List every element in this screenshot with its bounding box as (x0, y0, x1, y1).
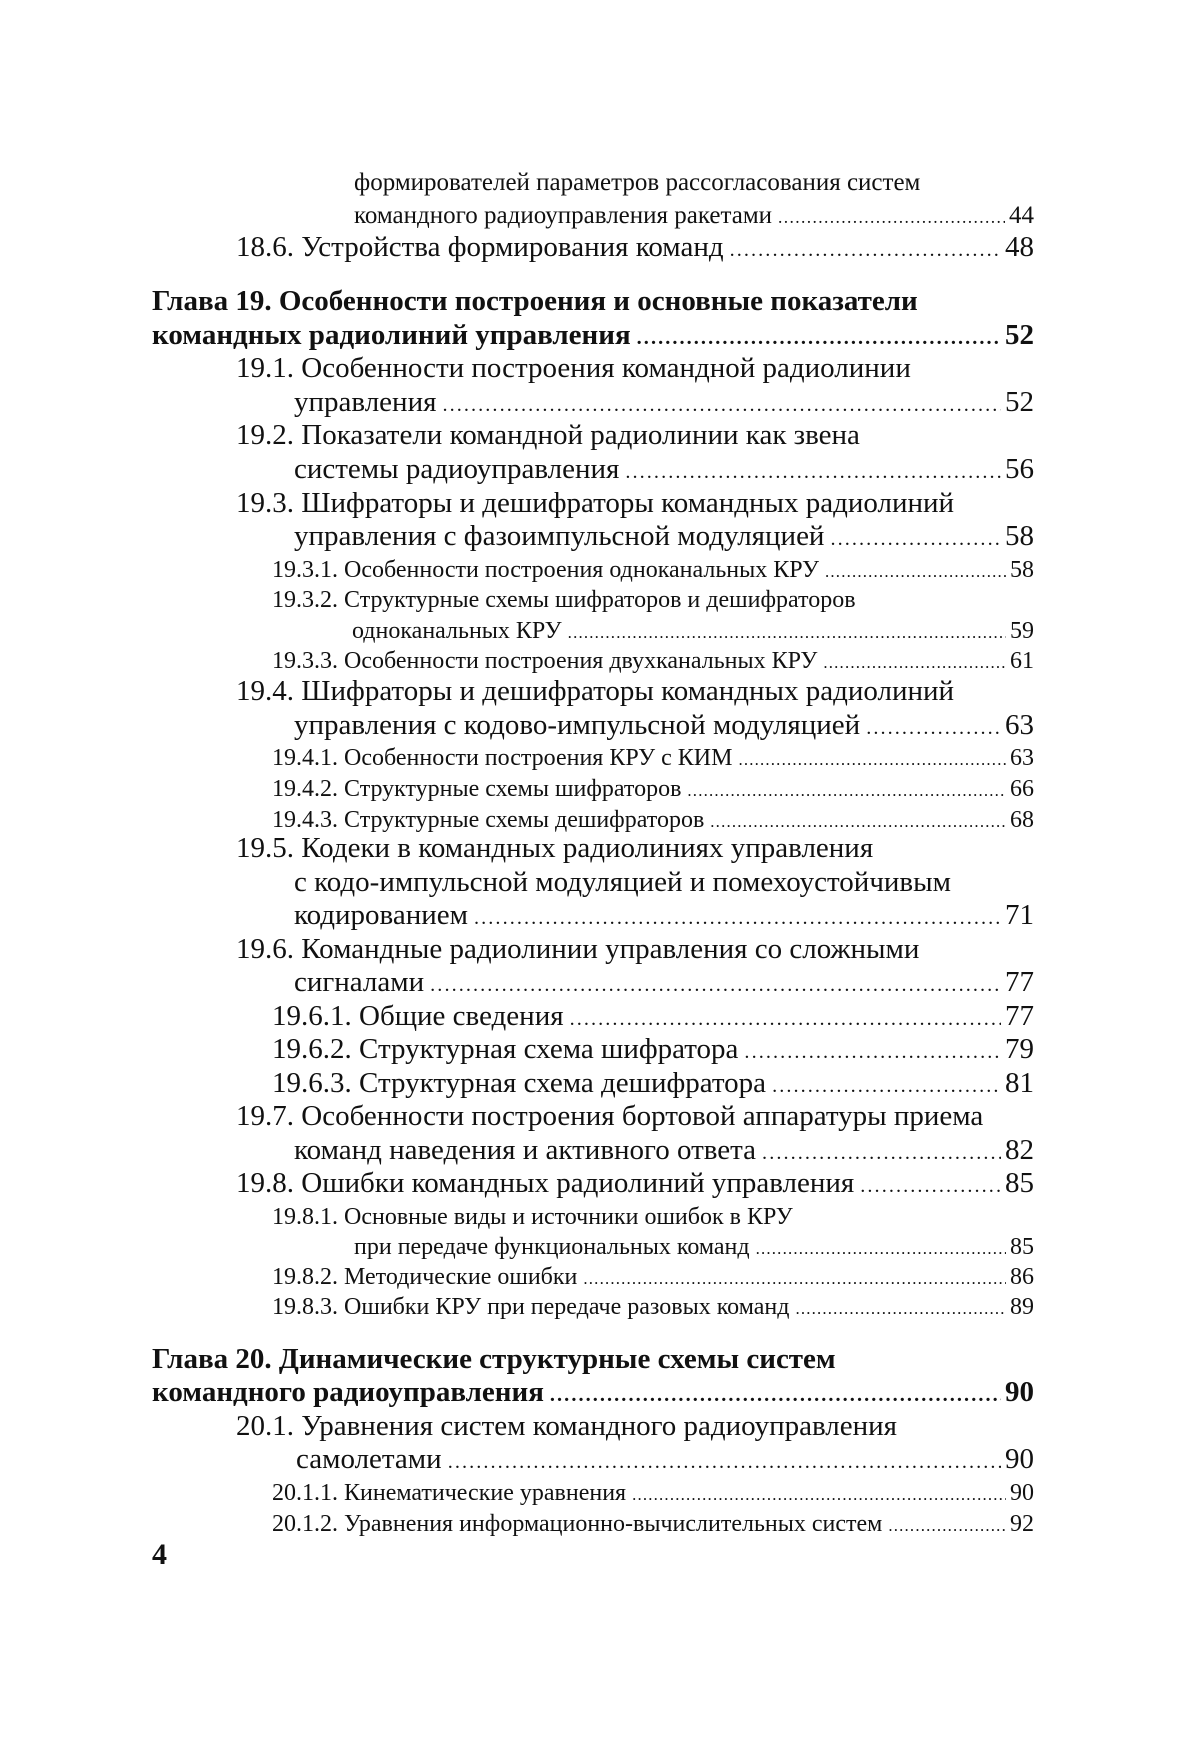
toc-page-number: 90 (1005, 1376, 1034, 1408)
toc-line (272, 1002, 1034, 1031)
toc-line (272, 1481, 1034, 1505)
toc-entry-text: при передаче функциональных команд (354, 1234, 750, 1260)
leader-dots (860, 1169, 1001, 1198)
toc-page-number: 77 (1005, 966, 1034, 998)
toc-line (272, 1265, 1034, 1289)
toc-line (236, 677, 954, 706)
leader-dots (825, 558, 1006, 582)
toc-entry-text: 19.6.1. Общие сведения (272, 1000, 564, 1032)
leader-dots (830, 522, 1001, 551)
toc-page-number: 48 (1005, 231, 1034, 263)
toc-line (272, 558, 1034, 582)
toc-page-number: 71 (1005, 899, 1034, 931)
toc-entry-text: командного радиоуправления ракетами (354, 202, 773, 229)
toc-entry-text: формирователей параметров рассогласования систем (354, 169, 921, 196)
toc-line (272, 588, 856, 612)
toc-line (272, 1035, 1034, 1064)
toc-page-number: 90 (1010, 1480, 1034, 1506)
toc-line (294, 711, 1034, 740)
leader-dots (756, 1235, 1006, 1259)
toc-entry-text: 19.4.1. Особенности построения КРУ с КИМ (272, 745, 733, 771)
toc-entry-text: командных радиолиний управления (152, 319, 631, 351)
toc-entry-text: 19.6.2. Структурная схема шифратора (272, 1033, 739, 1065)
toc-entry-text: 19.6.3. Структурная схема дешифратора (272, 1067, 767, 1099)
toc-line (236, 1102, 983, 1131)
toc-entry-text: 19.3.3. Особенности построения двухканальных КРУ (272, 648, 818, 674)
toc-entry-text: 19.7. Особенности построения бортовой аппаратуры приема (236, 1100, 984, 1132)
toc-page-number: 82 (1005, 1134, 1034, 1166)
toc-entry-text: управления (294, 386, 437, 418)
toc-entry-text: 20.1.1. Кинематические уравнения (272, 1480, 627, 1506)
toc-entry-text: Глава 19. Особенности построения и основные показатели (152, 285, 918, 317)
toc-entry-text: 20.1.2. Уравнения информационно-вычислительных систем (272, 1511, 883, 1537)
toc-line (236, 233, 1034, 262)
toc-line (294, 901, 1034, 930)
toc-line (272, 1512, 1034, 1536)
leader-dots (550, 1378, 1001, 1407)
toc-page-number: 90 (1005, 1443, 1034, 1475)
leader-dots (583, 1265, 1006, 1289)
leader-dots (442, 388, 1001, 417)
toc-line (236, 834, 873, 863)
toc-entry-text: 19.1. Особенности построения командной радиолинии (236, 352, 911, 384)
toc-line (236, 354, 911, 383)
toc-page-number: 63 (1010, 745, 1034, 771)
leader-dots (730, 233, 1001, 262)
toc-entry-text: 19.8.1. Основные виды и источники ошибок в КРУ (272, 1204, 793, 1230)
toc-line (272, 808, 1034, 832)
toc-line (294, 868, 951, 897)
leader-dots (866, 711, 1001, 740)
toc-page-number: 59 (1010, 618, 1034, 644)
toc-page-number: 81 (1005, 1067, 1034, 1099)
toc-entry-text: Глава 20. Динамические структурные схемы систем (152, 1343, 836, 1375)
toc-page-number: 61 (1010, 648, 1034, 674)
toc-entry-text: 19.4. Шифраторы и дешифраторы командных радиолиний (236, 675, 955, 707)
toc-line (296, 1445, 1034, 1474)
toc-line (294, 522, 1034, 551)
toc-line (354, 170, 920, 195)
chapter-heading (152, 1378, 1034, 1407)
toc-page-number: 58 (1005, 520, 1034, 552)
toc-line (272, 777, 1034, 801)
page-number: 4 (152, 1538, 167, 1571)
chapter-heading (152, 1345, 836, 1374)
toc-page-number: 56 (1005, 453, 1034, 485)
toc-line (294, 388, 1034, 417)
toc-page-number: 79 (1005, 1033, 1034, 1065)
leader-dots (568, 619, 1006, 643)
toc-entry-text: кодированием (294, 899, 468, 931)
toc-entry-text: 18.6. Устройства формирования команд (236, 231, 724, 263)
toc-entry-text: 19.8.3. Ошибки КРУ при передаче разовых команд (272, 1294, 790, 1320)
toc-entry-text: 19.4.2. Структурные схемы шифраторов (272, 776, 682, 802)
toc-page-number: 89 (1010, 1294, 1034, 1320)
toc-line (236, 489, 954, 518)
leader-dots (762, 1136, 1001, 1165)
toc-entry-text: 19.8. Ошибки командных радиолиний управления (236, 1167, 855, 1199)
toc-line (272, 1295, 1034, 1319)
toc-page-number: 86 (1010, 1264, 1034, 1290)
leader-dots (772, 1069, 1001, 1098)
toc-line (236, 1412, 897, 1441)
toc-entry-text: 19.6. Командные радиолинии управления со сложными (236, 933, 920, 965)
toc-page-number: 52 (1005, 386, 1034, 418)
toc-page-number: 63 (1005, 709, 1034, 741)
toc-page-number: 52 (1005, 319, 1034, 351)
leader-dots (570, 1002, 1001, 1031)
toc-entry-text: 19.3. Шифраторы и дешифраторы командных радиолиний (236, 487, 955, 519)
leader-dots (448, 1445, 1001, 1474)
leader-dots (795, 1295, 1006, 1319)
toc-entry-text: командного радиоуправления (152, 1376, 544, 1408)
toc-entry-text: с кодо-импульсной модуляцией и помехоустойчивым (294, 866, 951, 898)
toc-line (352, 619, 1034, 643)
toc-entry-text: 19.3.2. Структурные схемы шифраторов и дешифраторов (272, 587, 856, 613)
toc-page-number: 92 (1010, 1511, 1034, 1537)
toc-page-number: 77 (1005, 1000, 1034, 1032)
toc-page-number: 66 (1010, 776, 1034, 802)
toc-entry-text: команд наведения и активного ответа (294, 1134, 757, 1166)
chapter-heading (152, 287, 918, 316)
toc-entry-text: 19.4.3. Структурные схемы дешифраторов (272, 807, 705, 833)
leader-dots (625, 455, 1001, 484)
leader-dots (474, 901, 1001, 930)
leader-dots (823, 649, 1006, 673)
toc-entry-text: сигналами (294, 966, 425, 998)
toc-line (236, 935, 919, 964)
toc-line (294, 455, 1034, 484)
toc-line (294, 968, 1034, 997)
toc-line (294, 1136, 1034, 1165)
toc-line (272, 1205, 793, 1229)
toc-page-number: 85 (1005, 1167, 1034, 1199)
toc-page-number: 58 (1010, 557, 1034, 583)
toc-page-number: 44 (1009, 202, 1034, 229)
chapter-heading (152, 321, 1034, 350)
toc-entry-text: 19.8.2. Методические ошибки (272, 1264, 578, 1290)
toc-entry-text: системы радиоуправления (294, 453, 620, 485)
leader-dots (744, 1035, 1001, 1064)
toc-entry-text: одноканальных КРУ (352, 618, 562, 644)
toc-line (236, 1169, 1034, 1198)
toc-entry-text: управления с фазоимпульсной модуляцией (294, 520, 825, 552)
toc-entry-text: 19.3.1. Особенности построения одноканальных КРУ (272, 557, 820, 583)
leader-dots (687, 777, 1006, 801)
leader-dots (637, 321, 1001, 350)
toc-line (236, 421, 860, 450)
leader-dots (430, 968, 1001, 997)
toc-entry-text: управления с кодово-импульсной модуляцией (294, 709, 861, 741)
leader-dots (778, 203, 1005, 228)
toc-page-number: 68 (1010, 807, 1034, 833)
toc-entry-text: 20.1. Уравнения систем командного радиоуправления (236, 1410, 897, 1442)
toc-entry-text: самолетами (296, 1443, 442, 1475)
toc-page-number: 85 (1010, 1234, 1034, 1260)
toc-entry-text: 19.5. Кодеки в командных радиолиниях управления (236, 832, 874, 864)
leader-dots (738, 746, 1006, 770)
toc-entry-text: 19.2. Показатели командной радиолинии как звена (236, 419, 860, 451)
leader-dots (632, 1481, 1006, 1505)
toc-line (272, 649, 1034, 673)
toc-line (272, 1069, 1034, 1098)
toc-line (354, 1235, 1034, 1259)
toc-line (354, 203, 1034, 228)
toc-line (272, 746, 1034, 770)
leader-dots (888, 1512, 1006, 1536)
leader-dots (710, 808, 1006, 832)
